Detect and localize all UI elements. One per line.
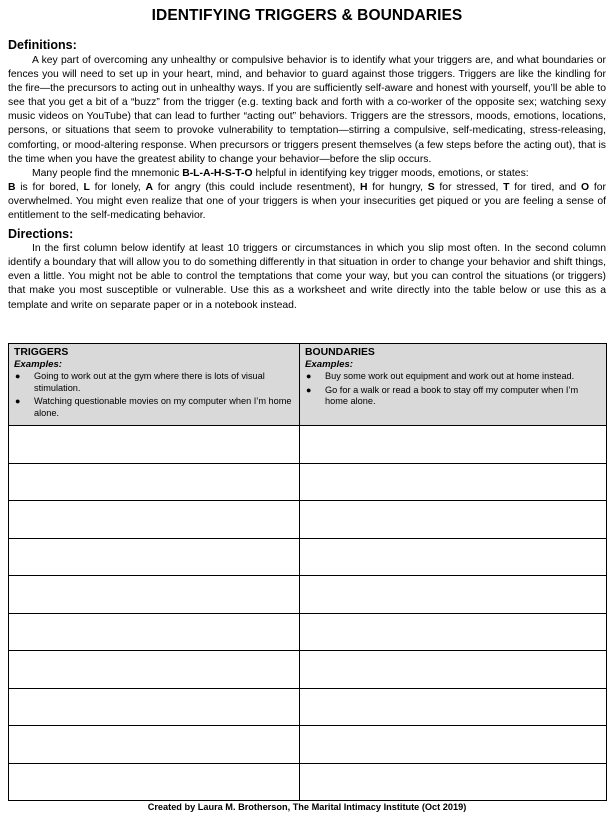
- definitions-tail: You might even realize that one of your triggers is when your insecurities get piqued or you are feeling a sense of entitlement to the self-medicating behavior.: [8, 195, 606, 222]
- table-row: [9, 501, 607, 539]
- letter-a-text: for angry (this could include resentment),: [153, 181, 360, 193]
- trigger-entry-cell[interactable]: [9, 651, 300, 689]
- letter-t-text: for tired, and: [509, 181, 582, 193]
- letter-s: S: [427, 181, 435, 193]
- boundary-entry-cell[interactable]: [300, 538, 607, 576]
- letter-o: O: [581, 181, 590, 193]
- table-row: [9, 426, 607, 464]
- page-title: IDENTIFYING TRIGGERS & BOUNDARIES: [151, 7, 463, 24]
- letter-l: L: [83, 181, 90, 193]
- trigger-entry-cell[interactable]: [9, 613, 300, 651]
- letter-o-text: for overwhelmed.: [8, 181, 606, 207]
- list-item: [305, 371, 602, 383]
- boundary-entry-cell[interactable]: [300, 613, 607, 651]
- bullet-icon: ●: [15, 371, 21, 381]
- boundaries-examples-list: [305, 371, 602, 408]
- boundary-entry-cell[interactable]: [300, 463, 607, 501]
- letter-b-text: is for bored,: [15, 181, 84, 193]
- letter-l-text: for lonely,: [89, 181, 146, 193]
- table-row: [9, 726, 607, 764]
- trigger-entry-cell[interactable]: [9, 763, 300, 801]
- list-item: [305, 385, 602, 408]
- definitions-paragraph-2: [8, 167, 606, 181]
- boundary-entry-cell[interactable]: [300, 726, 607, 764]
- boundary-entry-cell[interactable]: [300, 426, 607, 464]
- letter-a: A: [145, 181, 154, 193]
- trigger-entry-cell[interactable]: [9, 501, 300, 539]
- boundary-entry-cell[interactable]: [300, 651, 607, 689]
- trigger-example-2: Watching questionable movies on my computer when I’m home alone.: [34, 396, 292, 418]
- directions-heading: Directions:: [8, 227, 74, 242]
- table-header-row: [9, 344, 607, 426]
- blank-rows: [9, 426, 607, 801]
- footer-credit: Created by Laura M. Brotherson, The Marital Intimacy Institute (Oct 2019): [147, 802, 467, 812]
- list-item: [14, 371, 295, 394]
- table-row: [9, 613, 607, 651]
- triggers-boundaries-table: [8, 343, 607, 801]
- bullet-icon: ●: [15, 396, 21, 407]
- letter-b: B: [8, 181, 16, 193]
- boundaries-examples-label: Examples:: [305, 359, 353, 370]
- mnemonic: B-L-A-H-S-T-O: [182, 167, 253, 179]
- letter-t: T: [503, 181, 510, 193]
- letter-h: H: [360, 181, 368, 193]
- table-row: [9, 651, 607, 689]
- mnemonic-after: helpful in identifying key trigger moods, emotions, or states:: [252, 167, 529, 179]
- boundary-entry-cell[interactable]: [300, 501, 607, 539]
- boundary-entry-cell[interactable]: [300, 763, 607, 801]
- boundary-example-2: Go for a walk or read a book to stay off my computer when I’m home alone.: [325, 384, 579, 407]
- table-row: [9, 463, 607, 501]
- boundaries-column-title: BOUNDARIES: [305, 347, 375, 358]
- letter-s-text: for stressed,: [434, 181, 504, 193]
- table-row: [9, 688, 607, 726]
- boundaries-header-cell: [300, 344, 607, 426]
- list-item: [14, 396, 295, 419]
- trigger-entry-cell[interactable]: [9, 688, 300, 726]
- table-row: [9, 763, 607, 801]
- definitions-paragraph-3: [8, 181, 606, 223]
- trigger-entry-cell[interactable]: [9, 726, 300, 764]
- bullet-icon: ●: [306, 371, 312, 381]
- triggers-examples-list: [14, 371, 295, 419]
- boundary-entry-cell[interactable]: [300, 576, 607, 614]
- trigger-entry-cell[interactable]: [9, 463, 300, 501]
- letter-h-text: for hungry,: [367, 181, 428, 193]
- mnemonic-intro: Many people find the mnemonic: [32, 167, 183, 179]
- definitions-heading: Definitions:: [8, 38, 77, 52]
- directions-paragraph: In the first column below identify at least 10 triggers or circumstances in which you slip most often. In the second column identify a boundary that will allow you to do something differently in that situation in order to change your behavior and shift things, even a little. You might not be able to control the temptations that come your way, but you can control the situations (or triggers) that make you most susceptible or vulnerable. Use this as a worksheet and write directly into the table below or use this as a template and write on separate paper or in a notebook instead.: [8, 243, 606, 311]
- trigger-entry-cell[interactable]: [9, 426, 300, 464]
- trigger-entry-cell[interactable]: [9, 538, 300, 576]
- trigger-entry-cell[interactable]: [9, 576, 300, 614]
- definitions-paragraph-1: A key part of overcoming any unhealthy or compulsive behavior is to identify what your triggers are, and what boundaries or fences you will need to set up in your heart, mind, and behavior to guard against those triggers. Triggers are like the kindling for the fire—the precursors to acting out in unhealthy ways. If you are sufficiently self-aware and honest with yourself, you’ll be able to see that you get a bit of a “buzz” from the trigger (e.g. texting back and forth with a co-worker of the opposite sex; watching sexy music videos on YouTube) that can lead to further “acting out” behaviors. Triggers are the stressors, moods, emotions, locations, persons, or situations that seem to provoke vulnerability to temptation—stirring a compulsive, self-medicating, stress-releasing, comforting, or mood-altering response. When precursors or triggers present themselves (a few steps before the acting out), that is the time when you have the greatest ability to change your behavior—before the slip occurs.: [8, 55, 606, 165]
- triggers-column-title: TRIGGERS: [14, 347, 69, 358]
- triggers-header-cell: [9, 344, 300, 426]
- boundary-example-1: Buy some work out equipment and work out at home instead.: [325, 371, 575, 381]
- boundary-entry-cell[interactable]: [300, 688, 607, 726]
- triggers-examples-label: Examples:: [14, 359, 62, 370]
- table-row: [9, 576, 607, 614]
- trigger-example-1: Going to work out at the gym where there is lots of visual stimulation.: [34, 371, 265, 393]
- bullet-icon: ●: [306, 384, 312, 395]
- table-row: [9, 538, 607, 576]
